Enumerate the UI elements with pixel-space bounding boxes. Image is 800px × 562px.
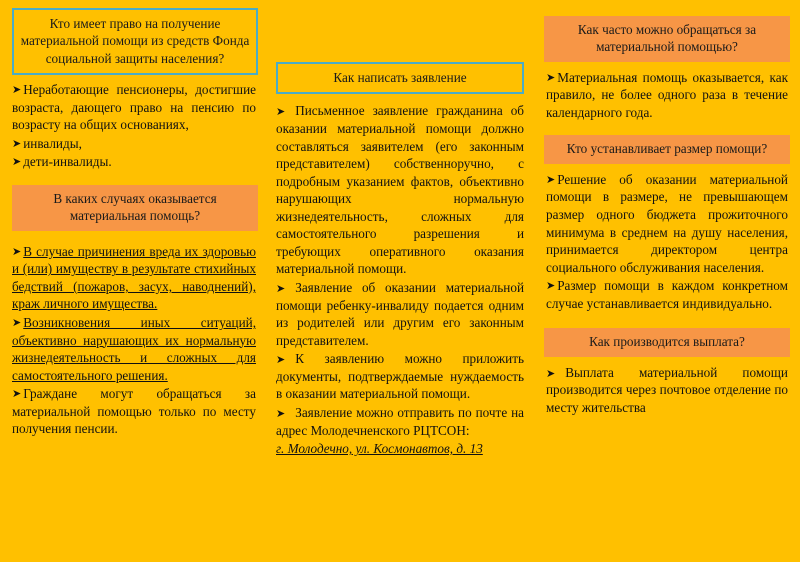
- list-item: ➤ К заявлению можно приложить документы, подтверждаемые нуждаемость в оказании материальной помощи.: [276, 350, 524, 403]
- right-list-1: [546, 69, 788, 122]
- middle-address: г. Молодечно, ул. Космонавтов, д. 13: [276, 441, 483, 457]
- right-heading-2: Кто устанавливает размер помощи?: [544, 135, 790, 163]
- left-list-1: [12, 81, 256, 171]
- list-item: ➤ Решение об оказании материальной помощи в размере, не превышающем размер одного бюджета прожиточного минимума в среднем на душу населения, принимается директором центра социального обслуживания населения.: [546, 171, 788, 276]
- list-item: ➤ В случае причинения вреда их здоровью и (или) имуществу в результате стихийных бедствий (пожаров, засух, наводнений), краж личного имущества.: [12, 243, 256, 313]
- list-item: ➤ Заявление можно отправить по почте на адрес Молодечненского РЦТСОН:: [276, 404, 524, 439]
- right-list-3: [546, 364, 788, 417]
- list-item: ➤ Выплата материальной помощи производится через почтовое отделение по месту жительства: [546, 364, 788, 417]
- left-heading-1: Кто имеет право на получение материальной помощи из средств Фонда социальной защиты населения?: [12, 8, 258, 75]
- right-heading-1: Как часто можно обращаться за материальной помощью?: [544, 16, 790, 62]
- list-item: ➤ Размер помощи в каждом конкретном случае устанавливается индивидуально.: [546, 277, 788, 312]
- right-heading-3: Как производится выплата?: [544, 328, 790, 356]
- list-item: ➤ Граждане могут обращаться за материальной помощью только по месту получения пенсии.: [12, 385, 256, 438]
- list-item: ➤ инвалиды,: [12, 135, 256, 153]
- list-item: ➤ Заявление об оказании материальной помощи ребенку-инвалиду подается одним из родителей или другим его законным представителем.: [276, 279, 524, 349]
- right-column: [534, 0, 800, 562]
- list-item: ➤ Материальная помощь оказывается, как правило, не более одного раза в течение календарного года.: [546, 69, 788, 122]
- middle-heading: Как написать заявление: [276, 62, 524, 94]
- list-item: ➤ Возникновения иных ситуаций, объективно нарушающих их нормальную жизнедеятельность и сложных для самостоятельного решения.: [12, 314, 256, 384]
- list-item: ➤ Неработающие пенсионеры, достигшие возраста, дающего право на пенсию по возрасту на общих основаниях,: [12, 81, 256, 134]
- left-list-2: [12, 239, 256, 438]
- middle-column: [266, 0, 534, 562]
- list-item: ➤ дети-инвалиды.: [12, 153, 256, 171]
- list-item: ➤ Письменное заявление гражданина об оказании материальной помощи должно составляться заявителем (его законным представителем) собственноручно, с подробным указанием фактов, объективно нарушающих нормальную жизнедеятельность, сложных для самостоятельного разрешения и требующих оперативного оказания материальной помощи.: [276, 102, 524, 278]
- left-heading-2: В каких случаях оказывается материальная помощь?: [12, 185, 258, 231]
- middle-list: [276, 102, 524, 457]
- left-column: [0, 0, 266, 562]
- right-list-2: [546, 171, 788, 312]
